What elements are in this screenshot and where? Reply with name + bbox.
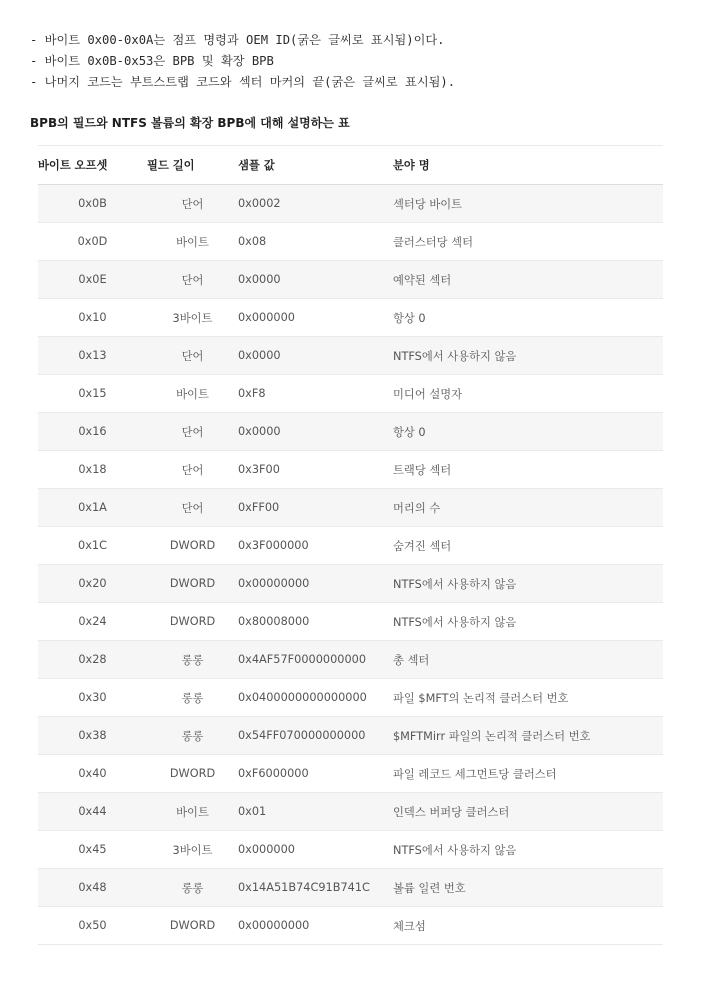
note-item: - 바이트 0x00-0x0A는 점프 명령과 OEM ID(굵은 글씨로 표시됨)이다. xyxy=(30,33,445,47)
cell-field-name: 클러스터당 섹터 xyxy=(393,223,663,261)
table-row xyxy=(38,831,663,869)
cell-field-length: DWORD xyxy=(147,603,238,641)
cell-field-name: NTFS에서 사용하지 않음 xyxy=(393,603,663,641)
cell-field-name: 머리의 수 xyxy=(393,489,663,527)
cell-sample-value: 0x01 xyxy=(238,793,393,831)
notes-list xyxy=(30,30,455,93)
table-row xyxy=(38,679,663,717)
cell-field-length: 단어 xyxy=(147,451,238,489)
cell-field-length: 단어 xyxy=(147,489,238,527)
cell-sample-value: 0x0002 xyxy=(238,185,393,223)
cell-field-length: 롱롱 xyxy=(147,679,238,717)
cell-byte-offset: 0x24 xyxy=(38,603,147,641)
cell-field-length: 롱롱 xyxy=(147,869,238,907)
table-row xyxy=(38,717,663,755)
header-field-length: 필드 길이 xyxy=(147,146,238,185)
cell-field-length: DWORD xyxy=(147,527,238,565)
table-row xyxy=(38,337,663,375)
cell-byte-offset: 0x30 xyxy=(38,679,147,717)
table-row xyxy=(38,185,663,223)
cell-field-name: 섹터당 바이트 xyxy=(393,185,663,223)
cell-byte-offset: 0x44 xyxy=(38,793,147,831)
bpb-table xyxy=(38,145,663,945)
cell-sample-value: 0x00000000 xyxy=(238,907,393,945)
cell-field-name: $MFTMirr 파일의 논리적 클러스터 번호 xyxy=(393,717,663,755)
cell-field-name: 미디어 설명자 xyxy=(393,375,663,413)
cell-byte-offset: 0x50 xyxy=(38,907,147,945)
cell-byte-offset: 0x1A xyxy=(38,489,147,527)
cell-byte-offset: 0x28 xyxy=(38,641,147,679)
cell-byte-offset: 0x20 xyxy=(38,565,147,603)
cell-byte-offset: 0x18 xyxy=(38,451,147,489)
cell-byte-offset: 0x45 xyxy=(38,831,147,869)
table-row xyxy=(38,527,663,565)
cell-byte-offset: 0x38 xyxy=(38,717,147,755)
cell-field-length: 롱롱 xyxy=(147,717,238,755)
cell-field-length: 바이트 xyxy=(147,793,238,831)
cell-byte-offset: 0x16 xyxy=(38,413,147,451)
cell-field-length: 단어 xyxy=(147,337,238,375)
cell-sample-value: 0x14A51B74C91B741C xyxy=(238,869,393,907)
cell-field-name: NTFS에서 사용하지 않음 xyxy=(393,565,663,603)
cell-field-name: 볼륨 일련 번호 xyxy=(393,869,663,907)
cell-byte-offset: 0x1C xyxy=(38,527,147,565)
table-row xyxy=(38,907,663,945)
cell-field-name: NTFS에서 사용하지 않음 xyxy=(393,337,663,375)
note-item: - 바이트 0x0B-0x53은 BPB 및 확장 BPB xyxy=(30,54,274,68)
table-row xyxy=(38,489,663,527)
cell-sample-value: 0x000000 xyxy=(238,831,393,869)
table-row xyxy=(38,451,663,489)
cell-byte-offset: 0x48 xyxy=(38,869,147,907)
cell-field-length: 3바이트 xyxy=(147,831,238,869)
header-byte-offset: 바이트 오프셋 xyxy=(38,146,147,185)
cell-field-length: 단어 xyxy=(147,185,238,223)
cell-sample-value: 0x0000 xyxy=(238,413,393,451)
cell-field-length: 롱롱 xyxy=(147,641,238,679)
cell-sample-value: 0x0000 xyxy=(238,337,393,375)
cell-field-name: NTFS에서 사용하지 않음 xyxy=(393,831,663,869)
cell-field-name: 파일 레코드 세그먼트당 클러스터 xyxy=(393,755,663,793)
cell-sample-value: 0x08 xyxy=(238,223,393,261)
note-item: - 나머지 코드는 부트스트랩 코드와 섹터 마커의 끝(굵은 글씨로 표시됨). xyxy=(30,75,456,89)
cell-field-length: DWORD xyxy=(147,755,238,793)
table-row xyxy=(38,565,663,603)
cell-field-name: 인덱스 버퍼당 클러스터 xyxy=(393,793,663,831)
cell-sample-value: 0x0000 xyxy=(238,261,393,299)
cell-sample-value: 0x3F000000 xyxy=(238,527,393,565)
cell-sample-value: 0x0400000000000000 xyxy=(238,679,393,717)
cell-sample-value: 0x80008000 xyxy=(238,603,393,641)
cell-sample-value: 0xFF00 xyxy=(238,489,393,527)
table-body xyxy=(38,185,663,945)
table-row xyxy=(38,223,663,261)
cell-field-name: 트랙당 섹터 xyxy=(393,451,663,489)
cell-field-name: 파일 $MFT의 논리적 클러스터 번호 xyxy=(393,679,663,717)
cell-sample-value: 0x54FF070000000000 xyxy=(238,717,393,755)
cell-sample-value: 0x00000000 xyxy=(238,565,393,603)
cell-sample-value: 0x000000 xyxy=(238,299,393,337)
cell-sample-value: 0xF6000000 xyxy=(238,755,393,793)
cell-field-name: 예약된 섹터 xyxy=(393,261,663,299)
cell-sample-value: 0xF8 xyxy=(238,375,393,413)
table-row xyxy=(38,755,663,793)
table-row xyxy=(38,299,663,337)
table-row xyxy=(38,603,663,641)
table-header-row xyxy=(38,146,663,185)
cell-byte-offset: 0x10 xyxy=(38,299,147,337)
cell-field-length: 바이트 xyxy=(147,223,238,261)
cell-field-length: 단어 xyxy=(147,261,238,299)
cell-sample-value: 0x3F00 xyxy=(238,451,393,489)
cell-byte-offset: 0x13 xyxy=(38,337,147,375)
cell-field-name: 항상 0 xyxy=(393,413,663,451)
header-field-name: 분야 명 xyxy=(393,146,663,185)
cell-byte-offset: 0x0D xyxy=(38,223,147,261)
cell-byte-offset: 0x15 xyxy=(38,375,147,413)
table-row xyxy=(38,641,663,679)
cell-byte-offset: 0x0B xyxy=(38,185,147,223)
table-row xyxy=(38,869,663,907)
cell-byte-offset: 0x0E xyxy=(38,261,147,299)
table-row xyxy=(38,413,663,451)
cell-field-length: DWORD xyxy=(147,907,238,945)
cell-field-name: 항상 0 xyxy=(393,299,663,337)
cell-field-name: 총 섹터 xyxy=(393,641,663,679)
cell-byte-offset: 0x40 xyxy=(38,755,147,793)
cell-field-name: 숨겨진 섹터 xyxy=(393,527,663,565)
table-row xyxy=(38,793,663,831)
cell-field-length: DWORD xyxy=(147,565,238,603)
cell-sample-value: 0x4AF57F0000000000 xyxy=(238,641,393,679)
cell-field-length: 바이트 xyxy=(147,375,238,413)
cell-field-length: 3바이트 xyxy=(147,299,238,337)
table-row xyxy=(38,261,663,299)
table-row xyxy=(38,375,663,413)
cell-field-name: 체크섬 xyxy=(393,907,663,945)
cell-field-length: 단어 xyxy=(147,413,238,451)
header-sample-value: 샘플 값 xyxy=(238,146,393,185)
table-caption: BPB의 필드와 NTFS 볼륨의 확장 BPB에 대해 설명하는 표 xyxy=(30,116,350,130)
